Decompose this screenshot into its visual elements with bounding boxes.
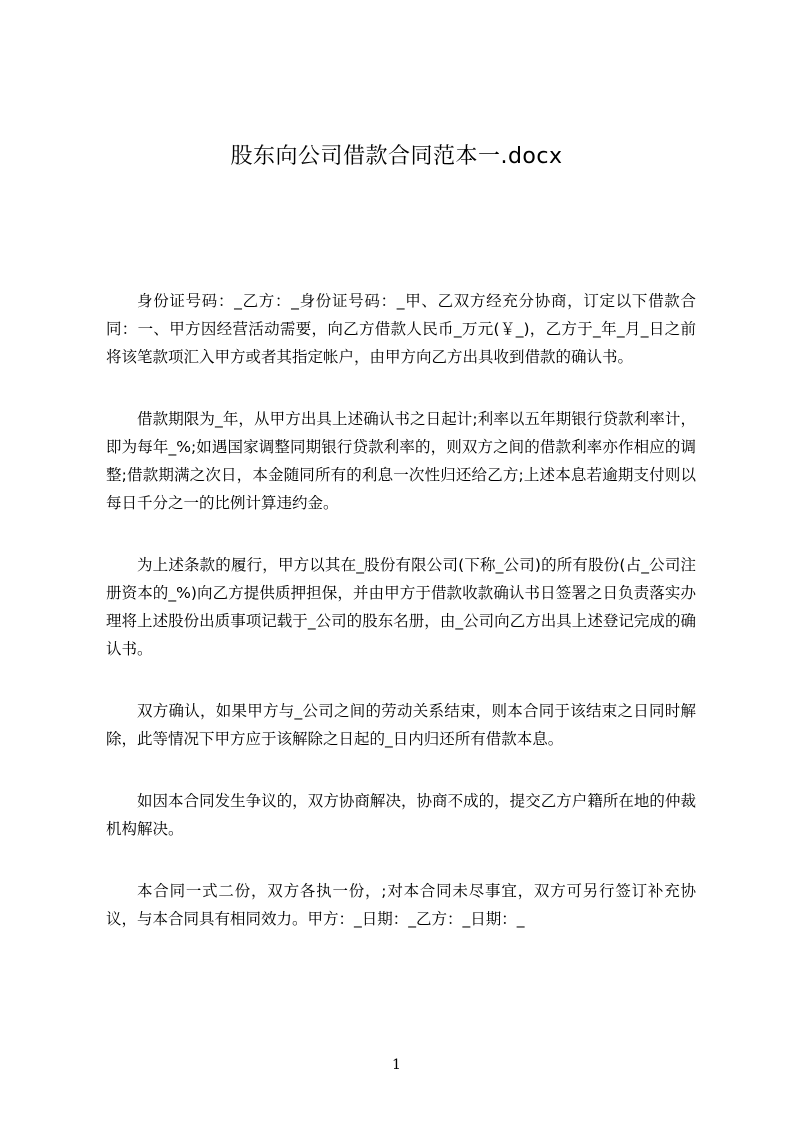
paragraph-share-pledge: 为上述条款的履行，甲方以其在_股份有限公司(下称_公司)的所有股份(占_公司注册资本的_%)向乙方提供质押担保，并由甲方于借款收款确认书日签署之日负责落实办理将上述股份出质事项记载于_公司的股东名册，由_公司向乙方出具上述登记完成的确认书。	[106, 556, 696, 658]
paragraph-termination: 双方确认，如果甲方与_公司之间的劳动关系结束，则本合同于该结束之日同时解除，此等情况下甲方应于该解除之日起的_日内归还所有借款本息。	[106, 702, 696, 748]
document-body	[106, 287, 696, 967]
paragraph-borrower-id-and-loan-terms: 身份证号码：_乙方：_身份证号码：_甲、乙双方经充分协商，订定以下借款合同：一、甲方因经营活动需要，向乙方借款人民币_万元(￥_)，乙方于_年_月_日之前将该笔款项汇入甲方或者其指定帐户，由甲方向乙方出具收到借款的确认书。	[106, 292, 696, 366]
page-number: 1	[392, 1057, 401, 1073]
document-title: 股东向公司借款合同范本一.docx	[230, 144, 563, 169]
paragraph-loan-period-and-interest: 借款期限为_年，从甲方出具上述确认书之日起计;利率以五年期银行贷款利率计，即为每年_%;如遇国家调整同期银行贷款利率的，则双方之间的借款利率亦作相应的调整;借款期满之次日，本金随同所有的利息一次性归还给乙方;上述本息若逾期支付则以每日千分之一的比例计算违约金。	[106, 410, 696, 512]
paragraph-copies-and-signatures: 本合同一式二份，双方各执一份，;对本合同未尽事宜，双方可另行签订补充协议，与本合同具有相同效力。甲方：_日期：_乙方：_日期：_	[106, 882, 696, 928]
paragraph-dispute-resolution: 如因本合同发生争议的，双方协商解决，协商不成的，提交乙方户籍所在地的仲裁机构解决。	[106, 792, 696, 838]
